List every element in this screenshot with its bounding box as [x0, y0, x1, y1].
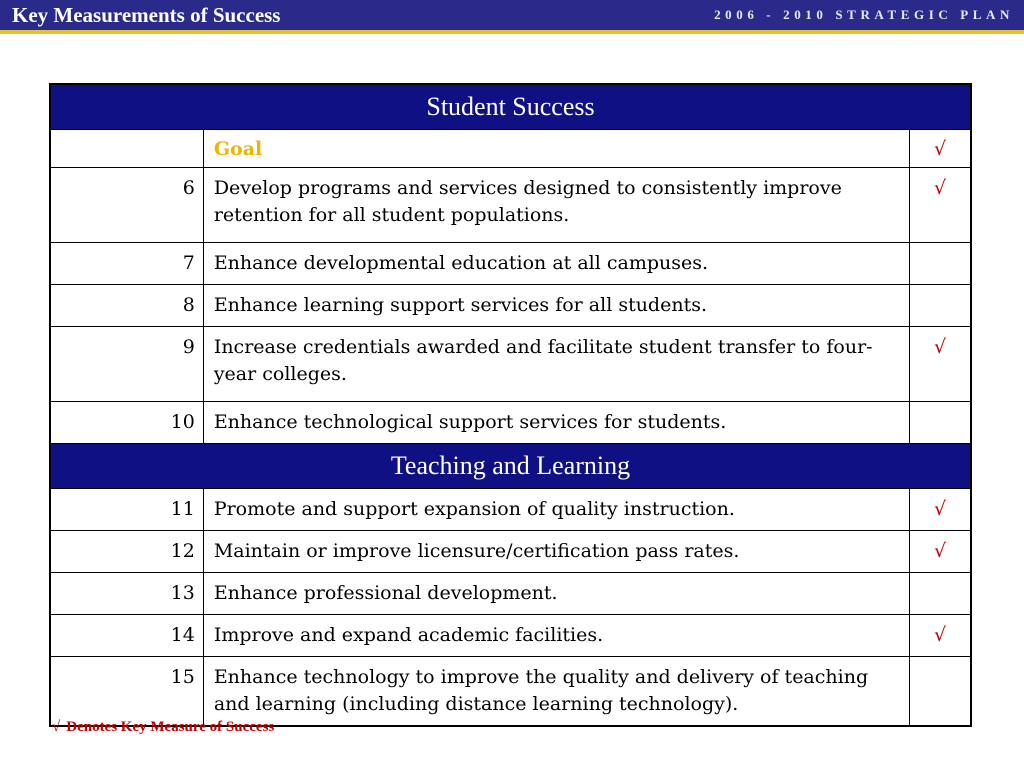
page-title: Key Measurements of Success [12, 3, 281, 27]
section-header-row [50, 84, 971, 130]
section-title: Teaching and Learning [50, 444, 971, 489]
table-row [50, 402, 971, 444]
goal-number: 11 [50, 489, 203, 531]
key-measure-check [910, 243, 971, 285]
key-measure-check: √ [910, 327, 971, 402]
header-bar [0, 0, 1024, 34]
key-measure-check: √ [910, 531, 971, 573]
table-row [50, 168, 971, 243]
goals-table [49, 83, 972, 727]
goal-number: 14 [50, 615, 203, 657]
table-row [50, 531, 971, 573]
key-measure-check [910, 573, 971, 615]
goal-number: 12 [50, 531, 203, 573]
goal-description: Enhance technology to improve the quality and delivery of teaching and learning (including distance learning technology). [203, 657, 909, 727]
table-row [50, 615, 971, 657]
table-row [50, 285, 971, 327]
table-row [50, 243, 971, 285]
goal-number: 6 [50, 168, 203, 243]
key-measure-check: √ [910, 489, 971, 531]
key-measure-check: √ [910, 168, 971, 243]
goal-number: 10 [50, 402, 203, 444]
goal-header-row [50, 130, 971, 168]
check-mark-icon: √ [52, 719, 61, 735]
goal-column-label: Goal [203, 130, 909, 168]
table-row [50, 489, 971, 531]
goal-description: Maintain or improve licensure/certification pass rates. [203, 531, 909, 573]
goal-description: Enhance professional development. [203, 573, 909, 615]
table-row [50, 327, 971, 402]
legend-text: Denotes Key Measure of Success [66, 719, 275, 735]
goal-number: 7 [50, 243, 203, 285]
goal-number: 15 [50, 657, 203, 727]
legend [52, 719, 274, 736]
goal-number-header [50, 130, 203, 168]
check-column-label: √ [910, 130, 971, 168]
section-title: Student Success [50, 84, 971, 130]
goal-description: Develop programs and services designed to consistently improve retention for all student populations. [203, 168, 909, 243]
goal-description: Enhance developmental education at all campuses. [203, 243, 909, 285]
goal-number: 13 [50, 573, 203, 615]
goal-description: Promote and support expansion of quality instruction. [203, 489, 909, 531]
goal-description: Increase credentials awarded and facilitate student transfer to four-year colleges. [203, 327, 909, 402]
table-row [50, 657, 971, 727]
goal-description: Enhance technological support services for students. [203, 402, 909, 444]
goal-description: Improve and expand academic facilities. [203, 615, 909, 657]
key-measure-check [910, 402, 971, 444]
key-measure-check [910, 657, 971, 727]
goal-description: Enhance learning support services for all students. [203, 285, 909, 327]
key-measure-check: √ [910, 615, 971, 657]
section-header-row [50, 444, 971, 489]
goal-number: 9 [50, 327, 203, 402]
key-measure-check [910, 285, 971, 327]
goal-number: 8 [50, 285, 203, 327]
table-row [50, 573, 971, 615]
plan-subtitle: 2006 - 2010 STRATEGIC PLAN [714, 7, 1014, 22]
